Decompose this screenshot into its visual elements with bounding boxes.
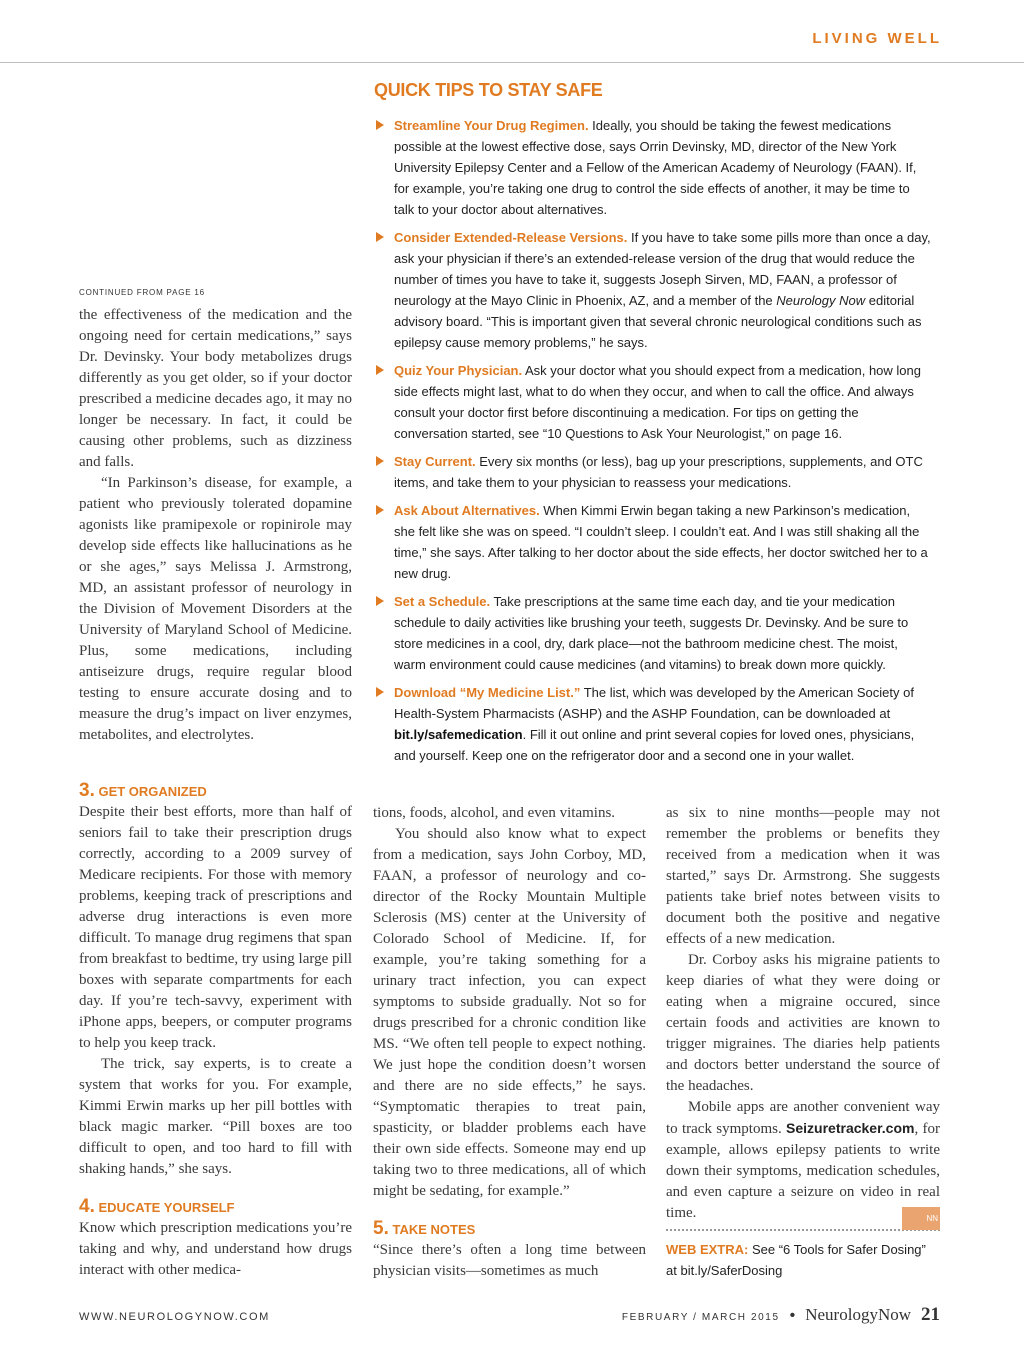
page-number: 21 (921, 1304, 940, 1325)
paragraph: You should also know what to expect from a medication, says John Corboy, MD, FAAN, a professor of neurology and co-director of the Rocky Mountain Multiple Sclerosis (MS) center at the University of Colorado School of Medicine. If, for example, you’re taking something for a urinary tract infection, you can expect symptoms to subside gradually. Not so for drugs prescribed for a chronic condition like MS. “We often tell people to expect nothing. We just hope the condition doesn’t worsen and there are no side effects,” he says. “Symptomatic therapies to treat pain, spasticity, or bladder problems each have their own side effects. Someone may end up taking two to three medications, all of which might be sedating, for example.” (373, 826, 646, 1199)
section-title: GET ORGANIZED (94, 784, 207, 799)
paragraph: tions, foods, alcohol, and even vitamins. (373, 805, 616, 821)
section-number: 5. (373, 1218, 389, 1239)
web-extra (666, 1239, 940, 1281)
tip-heading: Download “My Medicine List.” (394, 685, 581, 700)
tip-body: Take prescriptions at the same time each day, and tie your medication schedule to daily activities like brushing your teeth, suggests Dr. Devinsky. And be sure to store medicines in a cool, dry, dark place—not the bathroom medicine chest. The moist, warm environment could cause medicines (and vitamins) to break down more quickly. (394, 594, 909, 672)
tip-body: If you have to take some pills more than once a day, ask your physician if there’s an extended-release version of the drug that would reduce the number of times you have to take it, suggests Joseph Sirven, MD, FAAN, a professor of neurology at the Mayo Clinic in Phoenix, AZ, and a member of the (394, 230, 931, 308)
section-number: 3. (79, 780, 95, 801)
tip-body: editorial advisory board. “This is important given that several chronic neurological conditions such as epilepsy cause memory problems,” he says. (394, 293, 922, 350)
tip-item (372, 227, 932, 353)
quick-tips-title: QUICK TIPS TO STAY SAFE (374, 80, 603, 100)
tip-item (372, 115, 932, 220)
safer-dosing-link[interactable]: bit.ly/SaferDosing (680, 1263, 783, 1278)
tip-heading: Quiz Your Physician. (394, 363, 523, 378)
footer-url[interactable]: WWW.NEUROLOGYNOW.COM (79, 1311, 270, 1323)
web-extra-text: See “6 Tools for Safer Dosing” at (666, 1242, 926, 1278)
tip-body: . Fill it out online and print several copies for loved ones, physicians, and yourself. Keep one on the refrigerator door and a second one in your wallet. (394, 727, 915, 763)
continued-label: CONTINUED FROM PAGE 16 (79, 288, 205, 297)
section-heading-4 (79, 1196, 352, 1218)
paragraph-text: Mobile apps are another convenient way to track symptoms. (666, 1099, 940, 1137)
tip-item (372, 682, 932, 766)
quick-tips-box (372, 80, 932, 773)
tip-body: When Kimmi Erwin began taking a new Parkinson’s medication, she felt like she was on speed. “I couldn’t sleep. I couldn’t eat. And I was still shaking all the time,” she says. After talking to her doctor about the side effects, her doctor switched her to a new drug. (394, 503, 928, 581)
paragraph: Despite their best efforts, more than half of seniors fail to take their prescription drugs correctly, according to a 2009 survey of Medicare recipients. For those with memory problems, keeping track of prescriptions and adverse drug interactions is even more difficult. To manage drug regimens that span from breakfast to bedtime, try using large pill boxes with separate compartments for each day. If you’re tech-savvy, experiment with iPhone apps, beepers, or computer programs to help you keep track. (79, 804, 352, 1051)
section-title: EDUCATE YOURSELF (94, 1200, 235, 1215)
arrow-bullet-icon (376, 120, 384, 130)
paragraph: “In Parkinson’s disease, for example, a patient who previously tolerated dopamine agonists like pramipexole or ropinirole may develop side effects like hallucinations as he or she ages,” says Melissa J. Armstrong, MD, an assistant professor of neurology in the Division of Movement Disorders at the University of Maryland School of Medicine. Plus, some medications, including antiseizure drugs, require regular blood testing to ensure accurate dosing and to measure the drug’s impact on liver enzymes, metabolites, and electrolytes. (79, 475, 352, 743)
tip-heading: Consider Extended-Release Versions. (394, 230, 628, 245)
arrow-bullet-icon (376, 232, 384, 242)
paragraph-text: , for example, allows epilepsy patients to write down their symptoms, medication schedules, and even capture a seizure on video in real time. (666, 1121, 940, 1221)
top-divider (0, 62, 1024, 63)
footer-info (622, 1304, 940, 1326)
arrow-bullet-icon (376, 687, 384, 697)
paragraph (666, 1097, 940, 1224)
tip-heading: Set a Schedule. (394, 594, 491, 609)
article-column-left-bottom (79, 780, 352, 1281)
section-label: LIVING WELL (812, 30, 942, 47)
tip-heading: Stay Current. (394, 454, 476, 469)
magazine-name: NeurologyNow (805, 1305, 911, 1324)
section-title: TAKE NOTES (388, 1222, 476, 1237)
issue-date: FEBRUARY / MARCH 2015 (621, 1312, 780, 1323)
paragraph: The trick, say experts, is to create a system that works for you. For example, Kimmi Erwin marks up her pill bottles with black magic marker. “Pill boxes are too difficult to open, and too hard to fill with shaking hands,” she says. (79, 1056, 352, 1177)
article-column-right (666, 803, 940, 1281)
dotted-divider (666, 1229, 940, 1231)
paragraph: the effectiveness of the medication and the ongoing need for certain medications,” says Dr. Devinsky. Your body metabolizes drugs differently as you get older, so if your doctor prescribed a medicine decades ago, it may no longer be necessary. In fact, it could be causing other problems, such as dizziness and falls. (79, 307, 352, 470)
footer-bullet: • (789, 1307, 796, 1324)
paragraph: Dr. Corboy asks his migraine patients to keep diaries of what they were doing or eating when a migraine occured, since certain foods and activities are known to trigger migraines. The diaries help patients and doctors better understand the source of the headaches. (666, 952, 940, 1094)
publication-title: Neurology Now (776, 293, 866, 308)
tip-item (372, 451, 932, 493)
tip-body: Ideally, you should be taking the fewest medications possible at the lowest effective dose, says Orrin Devinsky, MD, director of the New York University Epilepsy Center and a Fellow of the American Academy of Neurology (FAAN). If, for example, you’re taking one drug to control the side effects of another, it may be time to talk to your doctor about alternatives. (394, 118, 917, 217)
seizuretracker-link[interactable]: Seizuretracker.com (786, 1120, 915, 1136)
tip-heading: Ask About Alternatives. (394, 503, 540, 518)
section-number: 4. (79, 1196, 95, 1217)
paragraph: Know which prescription medications you’re taking and why, and understand how drugs interact with other medica- (79, 1220, 352, 1278)
tip-body: Every six months (or less), bag up your prescriptions, supplements, and OTC items, and take them to your physician to reassess your medications. (394, 454, 923, 490)
tip-heading: Streamline Your Drug Regimen. (394, 118, 589, 133)
arrow-bullet-icon (376, 505, 384, 515)
paragraph: as six to nine months—people may not remember the problems or benefits they received from a medication when it was started,” says Dr. Armstrong. She suggests patients take brief notes between visits to document both the positive and negative effects of a new medication. (666, 805, 940, 947)
paragraph: “Since there’s often a long time between physician visits—sometimes as much (373, 1242, 646, 1279)
safe-medication-link[interactable]: bit.ly/safemedication (394, 727, 523, 742)
arrow-bullet-icon (376, 365, 384, 375)
tip-body: Ask your doctor what you should expect from a medication, how long side effects might last, what to do when they occur, and when to call the office. And always consult your doctor first before discontinuing a medication. For tips on getting the conversation started, see “10 Questions to Ask Your Neurologist,” on page 16. (394, 363, 921, 441)
web-extra-label: WEB EXTRA: (666, 1242, 749, 1257)
arrow-bullet-icon (376, 596, 384, 606)
arrow-bullet-icon (376, 456, 384, 466)
section-heading-5 (373, 1218, 646, 1240)
tip-item (372, 360, 932, 444)
section-heading-3 (79, 780, 352, 802)
tip-item (372, 500, 932, 584)
tip-item (372, 591, 932, 675)
article-column-middle (373, 803, 646, 1282)
end-mark: NN (902, 1207, 940, 1230)
article-column-left-top (79, 282, 352, 746)
tip-body: The list, which was developed by the American Society of Health-System Pharmacists (ASHP) and the ASHP Foundation, can be downloaded at (394, 685, 914, 721)
